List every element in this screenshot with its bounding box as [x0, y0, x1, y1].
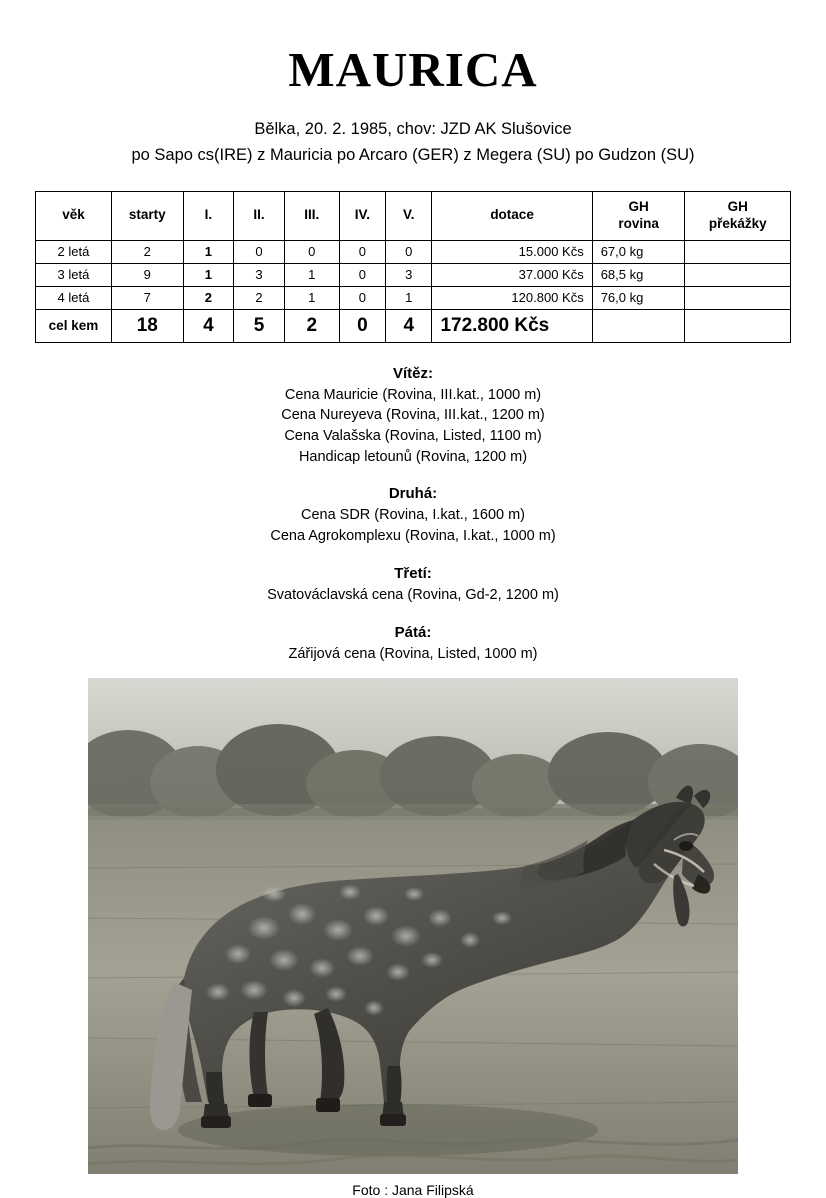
- cell-age: 2 letá: [36, 240, 112, 263]
- result-entry: Cena Mauricie (Rovina, III.kat., 1000 m): [284, 386, 542, 403]
- cell-gh-jumps: [685, 286, 791, 309]
- cell-total-gh-jumps: [685, 309, 791, 342]
- col-header-first: I.: [183, 191, 234, 240]
- cell-gh-jumps: [685, 240, 791, 263]
- cell-first: 2: [183, 286, 234, 309]
- table-header-row: [36, 191, 791, 240]
- cell-gh-flat: 68,5 kg: [592, 263, 685, 286]
- result-entry: Cena SDR (Rovina, I.kat., 1600 m): [300, 507, 526, 524]
- cell-fifth: 0: [386, 240, 432, 263]
- results-heading: Druhá:: [388, 485, 438, 503]
- race-results: [0, 363, 826, 665]
- col-header-gh-jumps-line1: GH: [727, 198, 748, 214]
- cell-total-third: 2: [284, 309, 339, 342]
- cell-total-starts: 18: [111, 309, 183, 342]
- cell-third: 0: [284, 240, 339, 263]
- col-header-gh-jumps: [685, 191, 791, 240]
- col-header-age: věk: [36, 191, 112, 240]
- photo-section: [88, 678, 738, 1198]
- cell-age: 4 letá: [36, 286, 112, 309]
- col-header-gh-flat-line2: rovina: [618, 215, 659, 231]
- cell-gh-flat: 67,0 kg: [592, 240, 685, 263]
- cell-age: 3 letá: [36, 263, 112, 286]
- results-group-third: [0, 563, 826, 606]
- results-heading: Pátá:: [394, 623, 432, 641]
- table-row: [36, 240, 791, 263]
- results-group-winner: [0, 363, 826, 468]
- cell-second: 2: [234, 286, 285, 309]
- col-header-starts: starty: [111, 191, 183, 240]
- cell-total-prize: 172.800 Kčs: [432, 309, 592, 342]
- subtitle-line-2: po Sapo cs(IRE) z Mauricia po Arcaro (GER) z Megera (SU) po Gudzon (SU): [131, 146, 695, 164]
- cell-starts: 2: [111, 240, 183, 263]
- cell-fourth: 0: [339, 263, 385, 286]
- result-entry: Svatováclavská cena (Rovina, Gd-2, 1200 m): [267, 586, 559, 603]
- col-header-gh-flat: [592, 191, 685, 240]
- career-stats-table: [35, 191, 791, 343]
- cell-total-label: cel kem: [36, 309, 112, 342]
- cell-gh-jumps: [685, 263, 791, 286]
- cell-total-fifth: 4: [386, 309, 432, 342]
- cell-prize: 120.800 Kčs: [432, 286, 592, 309]
- photo-credit: Foto : Jana Filipská: [352, 1182, 474, 1198]
- cell-first: 1: [183, 240, 234, 263]
- cell-total-fourth: 0: [339, 309, 385, 342]
- cell-second: 0: [234, 240, 285, 263]
- cell-third: 1: [284, 286, 339, 309]
- cell-starts: 7: [111, 286, 183, 309]
- page-title: MAURICA: [288, 42, 538, 97]
- subtitle-line-1: Bělka, 20. 2. 1985, chov: JZD AK Slušovice: [254, 120, 572, 139]
- result-entry: Cena Nureyeva (Rovina, III.kat., 1200 m): [281, 407, 545, 424]
- col-header-second: II.: [234, 191, 285, 240]
- col-header-gh-jumps-line2: překážky: [708, 215, 767, 231]
- table-total-row: [36, 309, 791, 342]
- cell-third: 1: [284, 263, 339, 286]
- col-header-fifth: V.: [386, 191, 432, 240]
- results-group-fifth: [0, 622, 826, 665]
- horse-photo-graphic: [88, 678, 738, 1174]
- cell-fifth: 3: [386, 263, 432, 286]
- table-row: [36, 263, 791, 286]
- cell-prize: 37.000 Kčs: [432, 263, 592, 286]
- results-group-second: [0, 483, 826, 546]
- results-heading: Vítěz:: [392, 364, 433, 382]
- horse-photograph: [88, 678, 738, 1174]
- col-header-fourth: IV.: [339, 191, 385, 240]
- pedigree-subtitle: [0, 117, 826, 168]
- table-row: [36, 286, 791, 309]
- cell-fourth: 0: [339, 240, 385, 263]
- result-entry: Handicap letounů (Rovina, 1200 m): [298, 448, 528, 465]
- cell-fifth: 1: [386, 286, 432, 309]
- cell-total-gh-flat: [592, 309, 685, 342]
- col-header-prize: dotace: [432, 191, 592, 240]
- result-entry: Cena Agrokomplexu (Rovina, I.kat., 1000 m): [270, 528, 556, 545]
- col-header-gh-flat-line1: GH: [628, 198, 649, 214]
- cell-fourth: 0: [339, 286, 385, 309]
- cell-starts: 9: [111, 263, 183, 286]
- cell-prize: 15.000 Kčs: [432, 240, 592, 263]
- cell-gh-flat: 76,0 kg: [592, 286, 685, 309]
- results-heading: Třetí:: [394, 564, 432, 582]
- cell-total-first: 4: [183, 309, 234, 342]
- result-entry: Cena Valašska (Rovina, Listed, 1100 m): [284, 428, 542, 445]
- cell-first: 1: [183, 263, 234, 286]
- cell-total-second: 5: [234, 309, 285, 342]
- result-entry: Zářijová cena (Rovina, Listed, 1000 m): [288, 645, 538, 662]
- col-header-third: III.: [284, 191, 339, 240]
- cell-second: 3: [234, 263, 285, 286]
